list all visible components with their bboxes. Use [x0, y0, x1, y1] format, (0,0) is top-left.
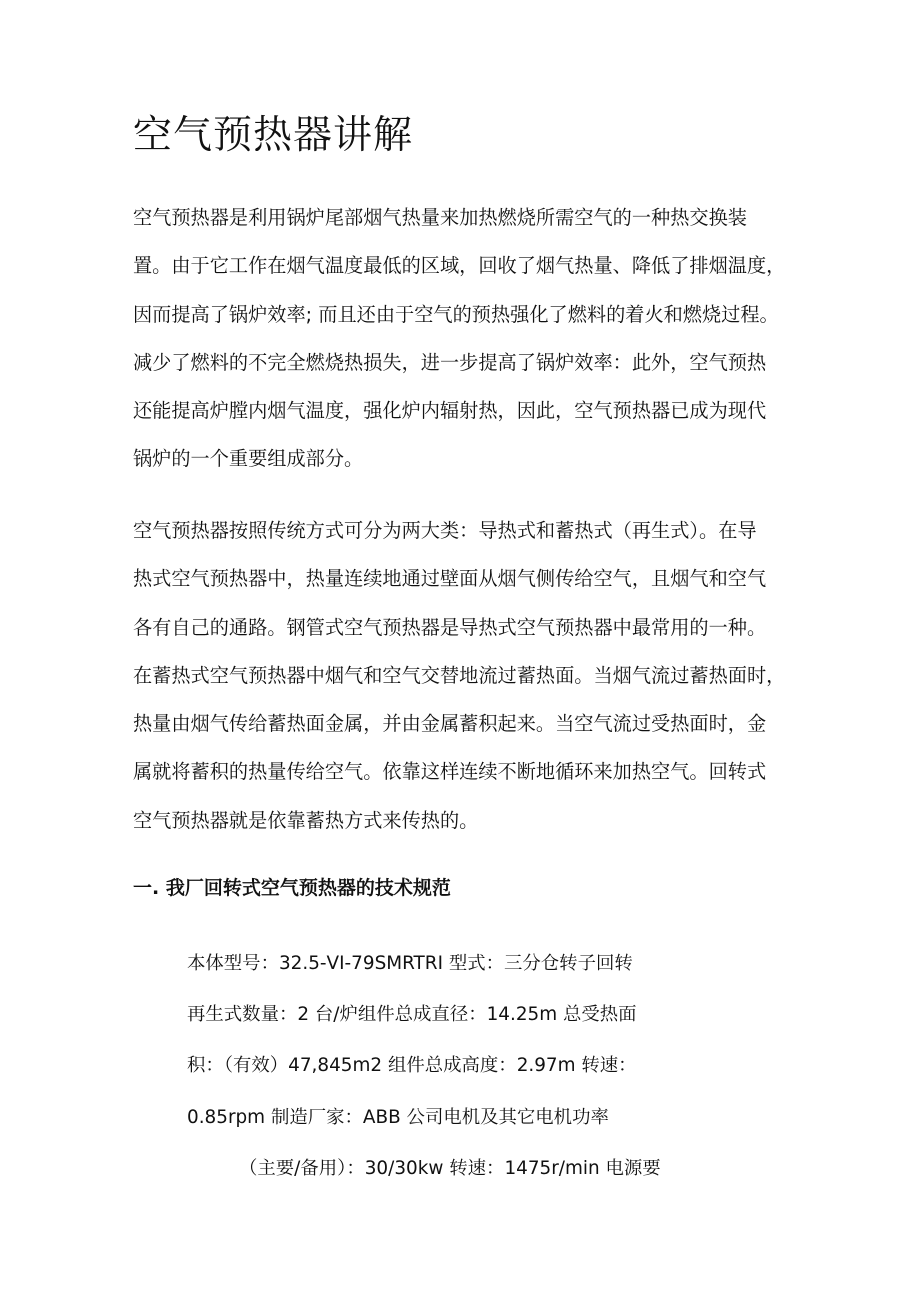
spec-line: 0.85rpm 制造厂家：ABB 公司电机及其它电机功率: [187, 1106, 609, 1128]
spec-line: （主要/备用）：30/30kw 转速：1475r/min 电源要: [239, 1157, 661, 1179]
paragraph-line: 减少了燃料的不完全燃烧热损失，进一步提高了锅炉效率：此外，空气预热: [133, 350, 767, 374]
spec-line: 积：（有效）47,845m2 组件总成高度：2.97m 转速：: [187, 1055, 637, 1077]
paragraph-line: 因而提高了锅炉效率; 而且还由于空气的预热强化了燃料的着火和燃烧过程。: [133, 302, 779, 326]
paragraph-line: 属就将蓄积的热量传给空气。依靠这样连续不断地循环来加热空气。回转式: [133, 760, 767, 784]
paragraph-line: 各有自己的通路。钢管式空气预热器是导热式空气预热器中最常用的一种。: [133, 615, 767, 639]
spec-line: 本体型号：32.5-VI-79SMRTRI 型式：三分仓转子回转: [187, 953, 633, 974]
spec-line: 再生式数量：2 台/炉组件总成直径：14.25m 总受热面: [187, 1004, 637, 1026]
paragraph-line: 锅炉的一个重要组成部分。: [133, 447, 364, 471]
paragraph-line: 空气预热器按照传统方式可分为两大类：导热式和蓄热式（再生式）。在导: [133, 519, 757, 542]
paragraph-line: 热量由烟气传给蓄热面金属，并由金属蓄积起来。当空气流过受热面时，金: [133, 712, 767, 736]
spec-block: [187, 938, 661, 1194]
paragraph-line: 空气预热器是利用锅炉尾部烟气热量来加热燃烧所需空气的一种热交换装: [133, 206, 747, 229]
paragraph-line: 空气预热器就是依靠蓄热方式来传热的。: [133, 808, 479, 832]
page-title: 空气预热器讲解: [133, 113, 414, 158]
paragraph-line: 置。由于它工作在烟气温度最低的区域，回收了烟气热量、降低了排烟温度，: [133, 254, 786, 278]
paragraph-line: 还能提高炉膛内烟气温度，强化炉内辐射热，因此，空气预热器已成为现代: [133, 399, 767, 423]
intro-paragraph: [133, 194, 801, 484]
paragraph-line: 在蓄热式空气预热器中烟气和空气交替地流过蓄热面。当烟气流过蓄热面时，: [133, 663, 786, 687]
classification-paragraph: [133, 507, 801, 845]
section-heading: 一. 我厂回转式空气预热器的技术规范: [133, 877, 451, 899]
paragraph-line: 热式空气预热器中，热量连续地通过壁面从烟气侧传给空气，且烟气和空气: [133, 567, 767, 591]
